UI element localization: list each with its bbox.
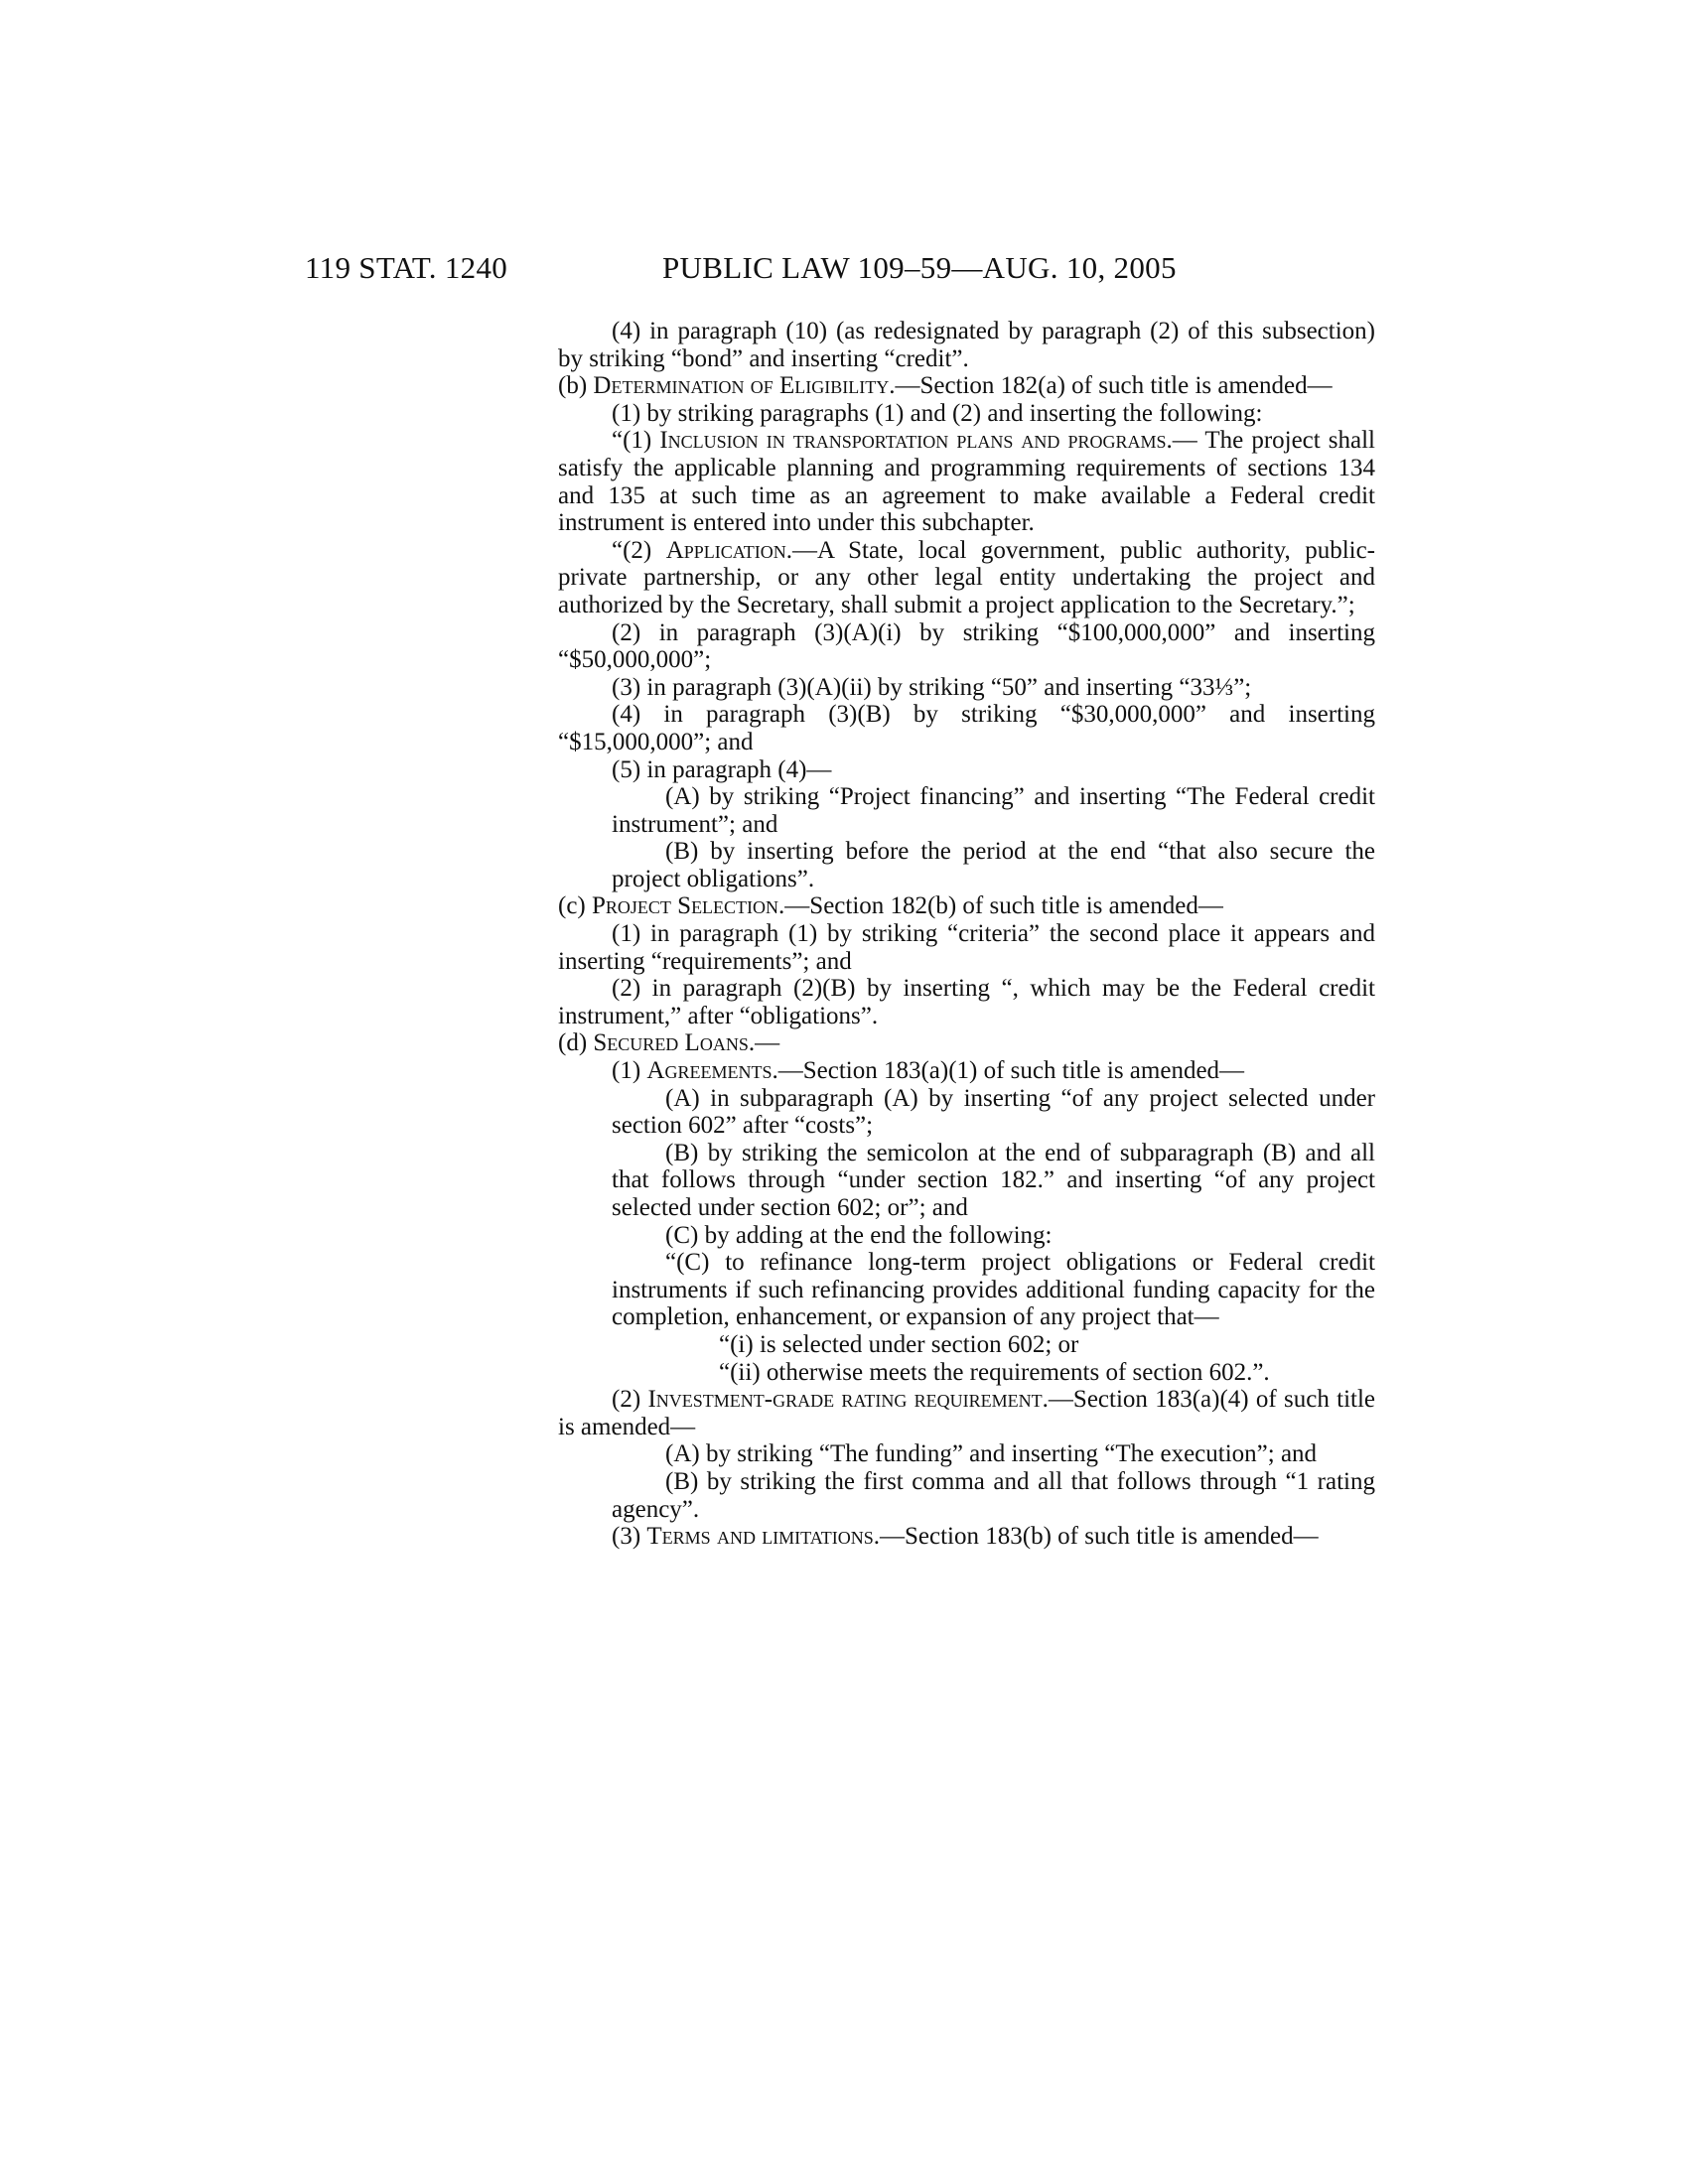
- statute-paragraph: [504, 1440, 1375, 1468]
- paragraph-text: .—Section 182(b) of such title is amended—: [778, 892, 1223, 920]
- section-heading: Terms and limitations: [646, 1523, 874, 1551]
- statute-paragraph: [504, 1222, 1375, 1250]
- section-heading: Project Selection: [592, 892, 779, 920]
- paragraph-text: (A) by striking “The funding” and inserting “The execution”; and: [665, 1440, 1318, 1468]
- section-heading: Determination of Eligibility: [593, 372, 890, 400]
- paragraph-text: “(ii) otherwise meets the requirements of section 602.”.: [719, 1358, 1270, 1386]
- statute-paragraph: [504, 400, 1375, 428]
- section-heading: Application: [665, 536, 786, 564]
- paragraph-text: (c): [558, 892, 592, 920]
- paragraph-text: .—Section 183(b) of such title is amended—: [873, 1523, 1319, 1551]
- statute-page-reference: 119 STAT. 1240: [305, 250, 508, 285]
- paragraph-text: (1) by striking paragraphs (1) and (2) and inserting the following:: [612, 399, 1263, 427]
- section-heading: Agreements: [646, 1057, 773, 1085]
- paragraph-text: (3) in paragraph (3)(A)(ii) by striking “50” and inserting “33⅓”;: [612, 673, 1252, 701]
- paragraph-text: .— The project shall satisfy the applicable planning and programming requirements of sections 134 and 135 at such time as an agreement to make available a Federal credit instrument is entered into under this subchapter.: [558, 427, 1376, 537]
- statute-paragraph: [504, 756, 1375, 784]
- statute-paragraph: [504, 537, 1375, 619]
- paragraph-text: (A) in subparagraph (A) by inserting “of any project selected under section 602” after “costs”;: [612, 1084, 1375, 1140]
- paragraph-text: (4) in paragraph (3)(B) by striking “$30,000,000” and inserting “$15,000,000”; and: [558, 701, 1375, 755]
- paragraph-text: .—Section 183(a)(1) of such title is amended—: [772, 1057, 1245, 1085]
- paragraph-text: (3): [612, 1523, 647, 1551]
- statute-paragraph: [504, 1359, 1375, 1387]
- statute-paragraph: [504, 892, 1375, 920]
- paragraph-text: (1) in paragraph (1) by striking “criteria” the second place it appears and inserting “requirements”; and: [558, 920, 1375, 975]
- statute-paragraph: [504, 1249, 1375, 1331]
- statute-paragraph: [504, 701, 1375, 755]
- section-heading: Secured Loans: [593, 1029, 749, 1057]
- paragraph-text: .—A State, local government, public authority, public-private partnership, or any other legal entity undertaking the project and authorized by the Secretary, shall submit a project application to the Secretary.”;: [558, 536, 1376, 618]
- paragraph-text: .—: [748, 1029, 780, 1057]
- statute-paragraph: [504, 783, 1375, 838]
- section-heading: Inclusion in transportation plans and programs: [659, 427, 1167, 455]
- paragraph-text: (B) by striking the semicolon at the end of subparagraph (B) and all that follows through “under section 182.” and inserting “of any project selected under section 602; or”; and: [612, 1139, 1375, 1221]
- statute-paragraph: [504, 1468, 1375, 1523]
- page-header: [0, 250, 1688, 290]
- paragraph-text: .—Section 182(a) of such title is amended—: [889, 372, 1333, 400]
- statute-paragraph: [504, 674, 1375, 702]
- paragraph-text: (B) by inserting before the period at the end “that also secure the project obligations”.: [612, 838, 1375, 892]
- statute-paragraph: [504, 318, 1375, 372]
- paragraph-text: “(1): [612, 427, 660, 455]
- statute-paragraph: [504, 1057, 1375, 1085]
- statute-paragraph: [504, 920, 1375, 975]
- statute-paragraph: [504, 1085, 1375, 1140]
- paragraph-text: (1): [612, 1057, 647, 1085]
- paragraph-text: (A) by striking “Project financing” and inserting “The Federal credit instrument”; and: [612, 783, 1375, 838]
- statute-paragraph: [504, 838, 1375, 892]
- paragraph-text: (B) by striking the first comma and all that follows through “1 rating agency”.: [612, 1467, 1375, 1523]
- statute-body-text: [504, 318, 1375, 1551]
- section-heading: Investment-grade rating requirement: [647, 1386, 1043, 1414]
- statute-paragraph: [504, 1140, 1375, 1222]
- paragraph-text: “(2): [612, 536, 666, 564]
- paragraph-text: (2) in paragraph (2)(B) by inserting “, which may be the Federal credit instrument,” after “obligations”.: [558, 975, 1375, 1029]
- statute-paragraph: [504, 1029, 1375, 1057]
- paragraph-text: (4) in paragraph (10) (as redesignated by paragraph (2) of this subsection) by striking “bond” and inserting “credit”.: [558, 318, 1375, 372]
- paragraph-text: “(C) to refinance long-term project obligations or Federal credit instruments if such refinancing provides additional funding capacity for the completion, enhancement, or expansion of any project that—: [612, 1249, 1375, 1331]
- statute-paragraph: [504, 372, 1375, 400]
- paragraph-text: (2) in paragraph (3)(A)(i) by striking “$100,000,000” and inserting “$50,000,000”;: [558, 618, 1375, 674]
- paragraph-text: (d): [558, 1029, 594, 1057]
- statute-paragraph: [504, 1523, 1375, 1551]
- statute-paragraph: [504, 619, 1375, 674]
- statute-paragraph: [504, 427, 1375, 536]
- paragraph-text: (b): [558, 372, 594, 400]
- paragraph-text: (C) by adding at the end the following:: [665, 1221, 1053, 1249]
- paragraph-text: “(i) is selected under section 602; or: [719, 1330, 1079, 1358]
- paragraph-text: (2): [612, 1386, 648, 1414]
- paragraph-text: (5) in paragraph (4)—: [612, 755, 832, 783]
- paragraph-text: .—Section 183(a)(4) of such title is amended—: [558, 1386, 1375, 1440]
- statute-paragraph: [504, 975, 1375, 1029]
- public-law-title: PUBLIC LAW 109–59—AUG. 10, 2005: [662, 250, 1177, 285]
- statute-paragraph: [504, 1386, 1375, 1440]
- statute-paragraph: [504, 1331, 1375, 1359]
